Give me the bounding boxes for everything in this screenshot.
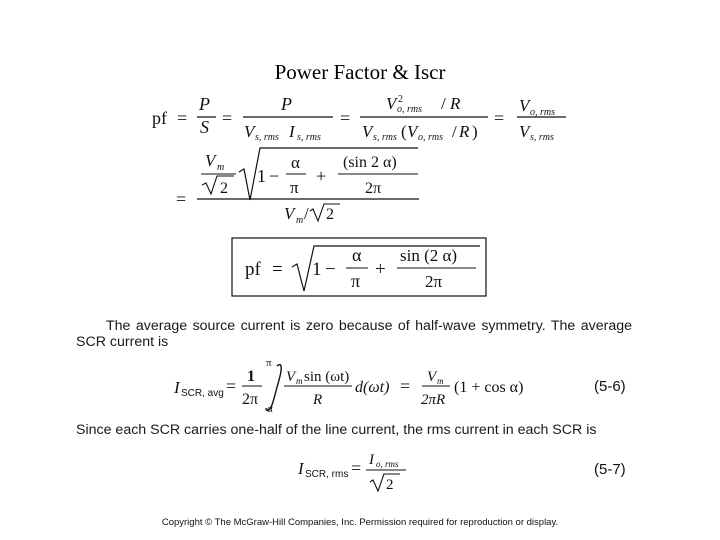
rms-current-paragraph: Since each SCR carries one-half of the line current, the rms current in each SCR is [76,422,597,438]
pf-equation-top [152,94,566,143]
svg-text:2: 2 [220,180,228,197]
svg-text:=: = [400,376,411,396]
svg-text:sin (2 α): sin (2 α) [400,246,458,265]
svg-text:S: S [200,117,209,137]
svg-text:/: / [304,204,309,223]
svg-text:sin (ωt): sin (ωt) [304,369,350,385]
svg-text:=: = [222,108,233,128]
slide-title: Power Factor & Iscr [274,60,446,84]
svg-text:−: − [269,166,280,186]
pf-equation-middle [176,148,419,226]
svg-text:=: = [340,108,351,128]
svg-text:pf: pf [152,108,167,128]
svg-text:π: π [351,271,361,291]
svg-text:V: V [362,122,373,141]
svg-text:=: = [494,108,505,128]
svg-text:(5-7): (5-7) [594,461,626,478]
svg-text:I: I [289,122,295,141]
svg-text:1: 1 [257,166,266,186]
svg-text:V: V [519,122,530,141]
svg-text:(sin 2 α): (sin 2 α) [343,154,397,171]
svg-text:s, rms: s, rms [297,132,321,143]
svg-text:V: V [519,96,530,115]
svg-text:I: I [174,378,180,397]
svg-text:+: + [316,166,327,186]
svg-text:2: 2 [386,477,394,493]
svg-text:=: = [272,259,283,280]
svg-text:m: m [437,376,444,386]
svg-text:α: α [291,153,300,172]
pf-boxed-equation [232,238,486,296]
svg-text:2πR: 2πR [421,392,446,408]
svg-text:α: α [267,403,273,415]
svg-text:/: / [452,122,457,141]
svg-text:m: m [296,376,303,386]
svg-text:=: = [226,376,237,396]
svg-text:(: ( [401,122,407,141]
svg-text:2π: 2π [365,180,382,197]
copyright-notice: Copyright © The McGraw-Hill Companies, Inc. Permission required for reproduction or display. [161,517,559,528]
svg-text:pf: pf [245,259,261,280]
svg-text:V: V [284,204,295,223]
svg-text:d(ωt): d(ωt) [355,379,390,396]
svg-text:o, rms: o, rms [397,104,423,115]
svg-text:o, rms: o, rms [376,459,399,469]
svg-text:1: 1 [312,259,322,280]
svg-text:s, rms: s, rms [530,132,554,143]
svg-text:(1 + cos α): (1 + cos α) [454,379,524,396]
svg-text:R: R [313,392,323,408]
svg-text:m: m [217,162,225,173]
svg-text:V: V [386,94,397,113]
svg-text:π: π [266,357,272,369]
svg-text:SCR, avg: SCR, avg [181,388,224,399]
svg-text:2: 2 [398,94,403,105]
svg-text:(5-6): (5-6) [594,378,626,395]
svg-text:SCR, rms: SCR, rms [305,469,349,480]
svg-text:1: 1 [247,368,255,385]
svg-text:/: / [441,94,446,113]
svg-text:R: R [450,94,461,113]
svg-text:): ) [472,122,478,141]
svg-text:P: P [199,94,210,114]
svg-text:I: I [298,459,304,478]
svg-text:o, rms: o, rms [418,132,444,143]
iscr-rms-equation [297,452,626,493]
svg-text:2: 2 [326,206,334,223]
svg-text:s, rms: s, rms [373,132,397,143]
svg-text:V: V [205,151,216,170]
svg-text:R: R [459,122,470,141]
svg-text:V: V [244,122,255,141]
svg-text:=: = [176,189,187,209]
svg-text:P: P [281,94,292,114]
svg-text:−: − [325,259,336,280]
average-current-paragraph: The average source current is zero because of half-wave symmetry. The average SCR current is [76,318,632,350]
svg-text:α: α [352,245,362,265]
svg-text:I: I [369,452,374,468]
iscr-avg-equation [173,357,626,415]
svg-text:m: m [296,215,304,226]
svg-text:=: = [177,108,188,128]
svg-text:s, rms: s, rms [255,132,279,143]
svg-text:V: V [286,369,296,385]
svg-text:2π: 2π [425,272,443,291]
svg-text:+: + [375,259,386,280]
svg-text:o, rms: o, rms [530,107,556,118]
svg-text:2π: 2π [242,391,259,408]
svg-text:V: V [407,122,418,141]
svg-text:=: = [351,458,362,478]
svg-text:π: π [290,178,299,197]
svg-text:V: V [427,369,437,385]
